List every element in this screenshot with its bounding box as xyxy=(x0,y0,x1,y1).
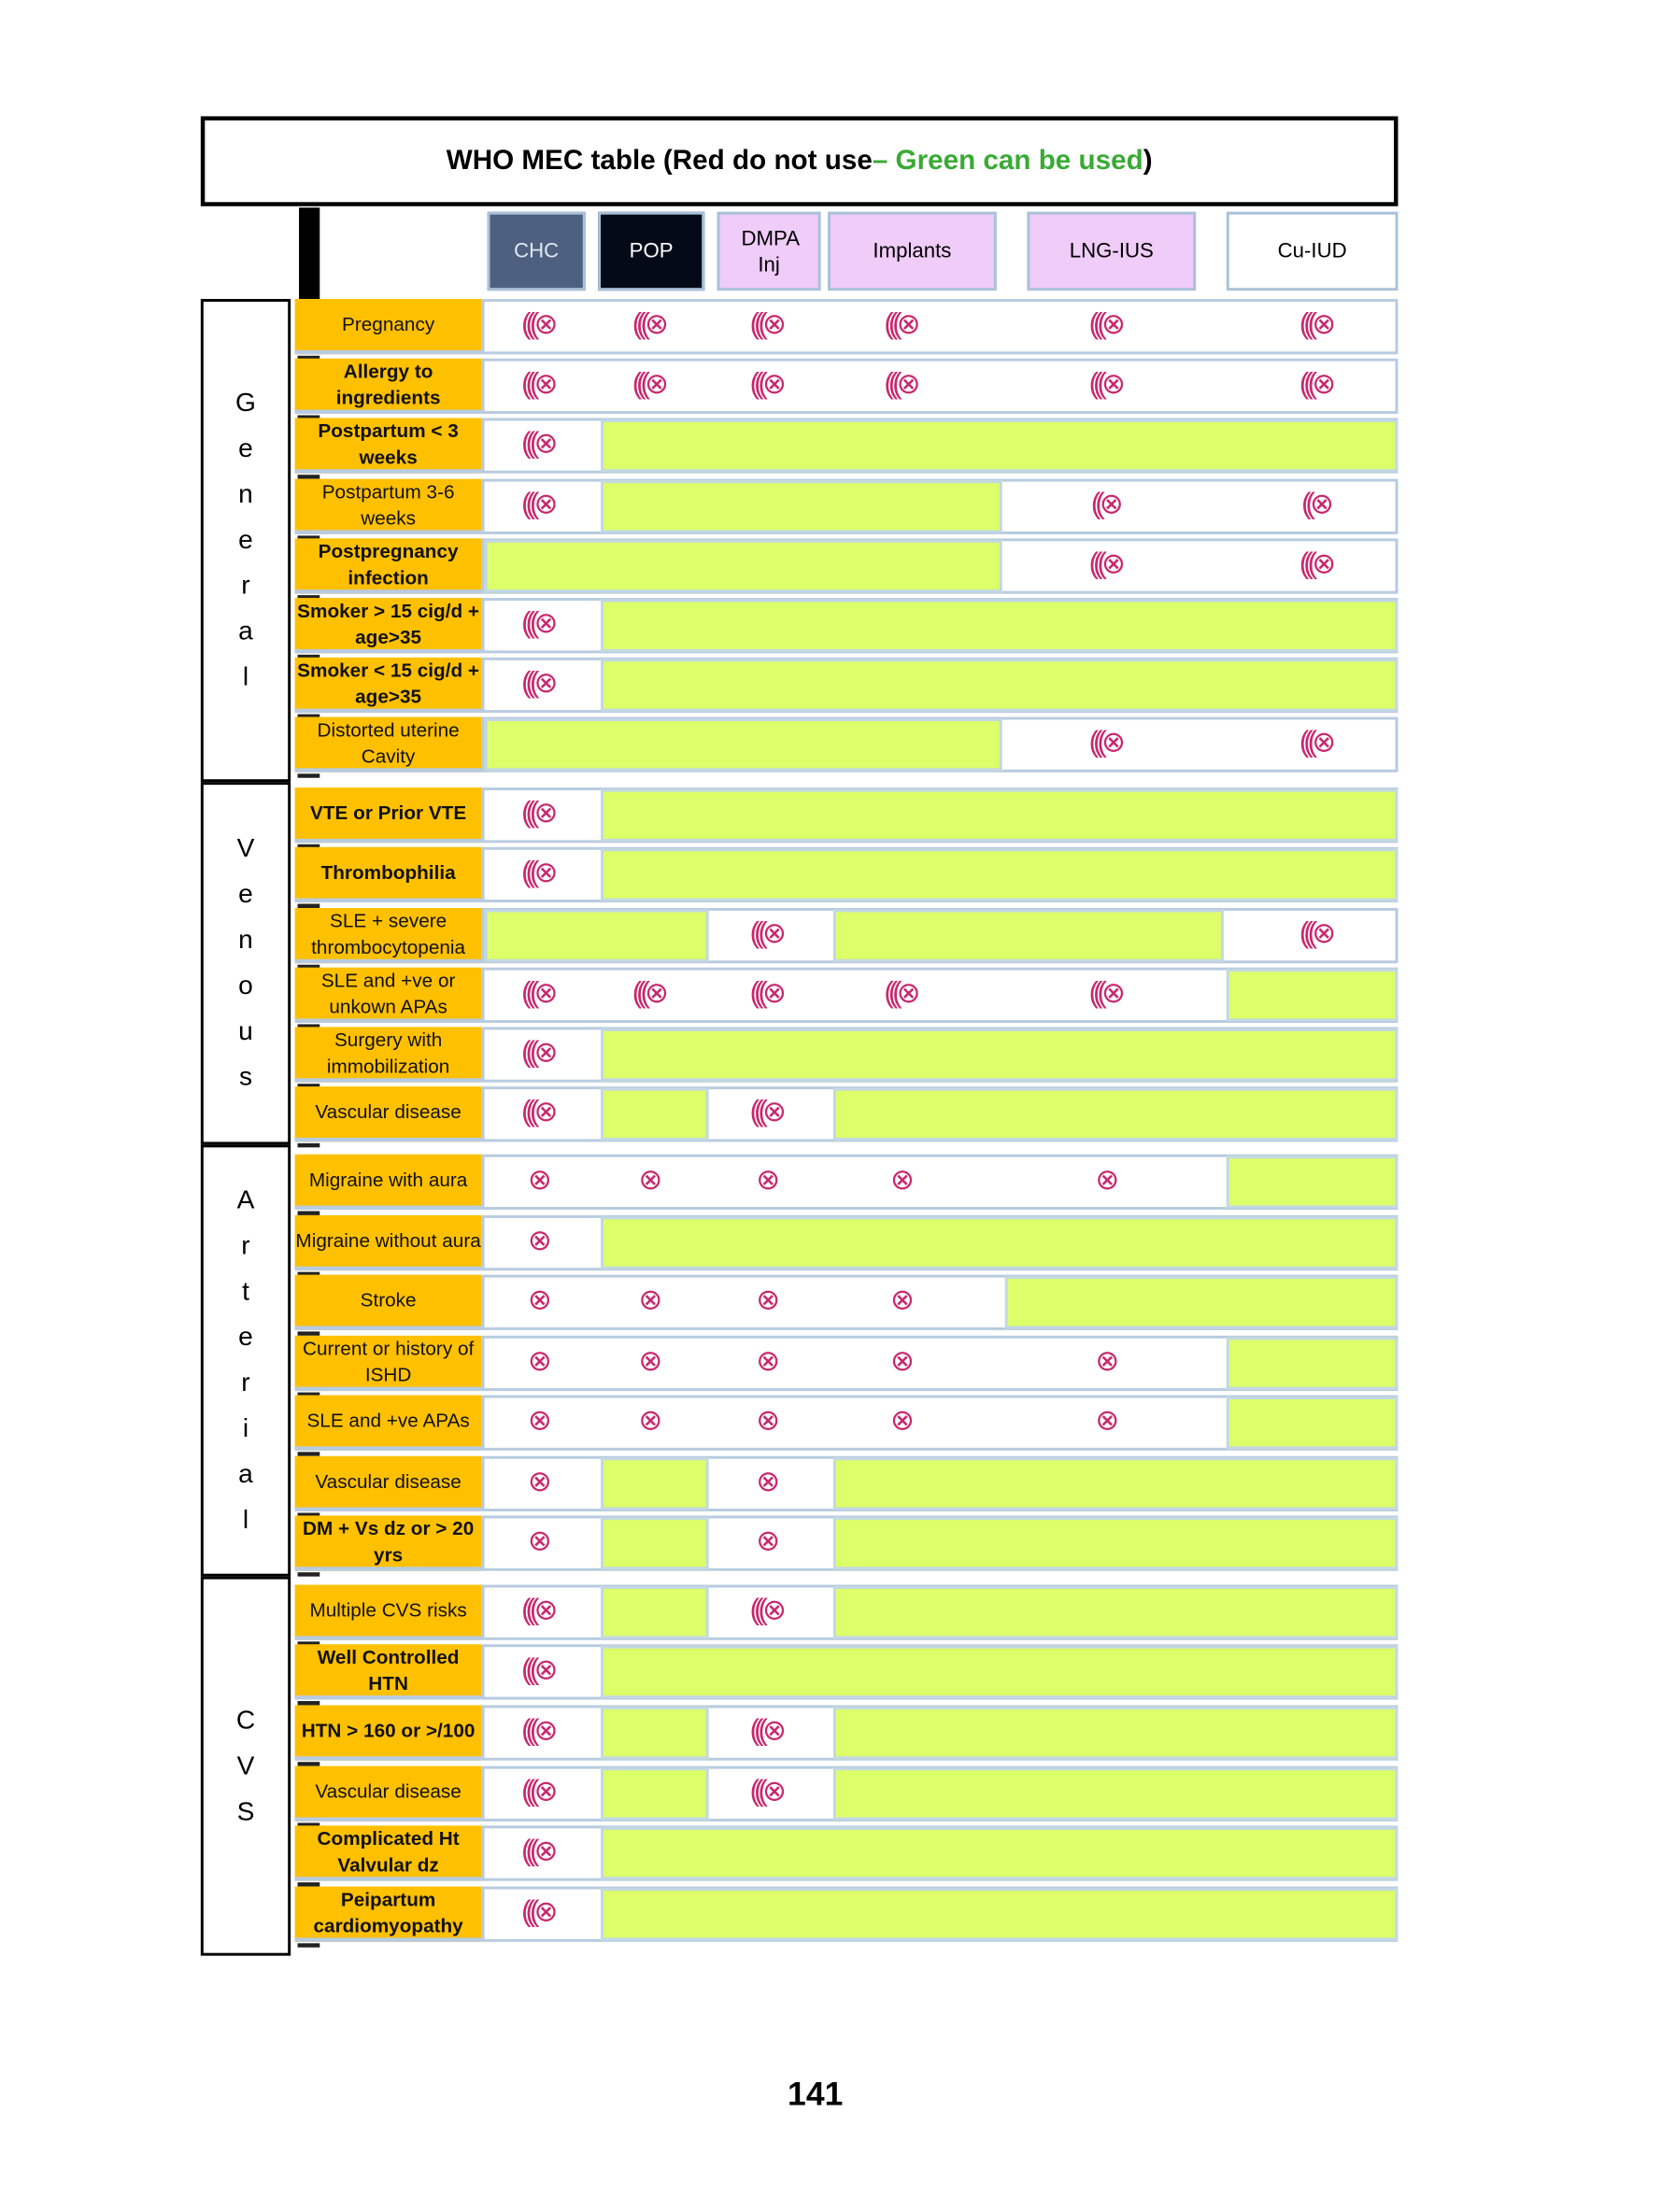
group-letter: G xyxy=(235,389,256,418)
allowed-cell xyxy=(601,1586,709,1638)
column-header-label: LNG-IUS xyxy=(1069,239,1154,263)
allowed-cell xyxy=(601,480,1002,532)
group-letter: r xyxy=(241,1231,250,1261)
column-header-cu-iud xyxy=(1227,212,1398,291)
group-letter: n xyxy=(238,926,253,956)
row-label xyxy=(295,847,482,902)
row-label xyxy=(295,1275,482,1330)
do-not-use-mark: (((⊗ xyxy=(521,1096,553,1128)
group-letter: a xyxy=(238,1460,253,1490)
do-not-use-mark: (((⊗ xyxy=(1088,977,1121,1010)
do-not-use-mark: (((⊗ xyxy=(521,797,553,830)
do-not-use-mark: ⊗ xyxy=(638,1404,658,1438)
column-header-chc xyxy=(488,212,586,291)
group-letter: o xyxy=(238,971,253,1001)
do-not-use-mark: (((⊗ xyxy=(632,368,664,401)
row-label-text: HTN > 160 or >/100 xyxy=(301,1719,476,1741)
do-not-use-mark: (((⊗ xyxy=(1088,308,1121,341)
title-close: ) xyxy=(1143,145,1153,177)
do-not-use-mark: (((⊗ xyxy=(1088,368,1121,401)
group-letter: l xyxy=(242,662,249,692)
row-label xyxy=(295,479,482,534)
allowed-cell xyxy=(833,1088,1398,1141)
do-not-use-mark: ((⊗ xyxy=(1301,489,1329,521)
do-not-use-mark: ⊗ xyxy=(527,1225,547,1257)
allowed-cell xyxy=(1227,1337,1398,1389)
column-header-implants xyxy=(828,212,997,291)
group-letter: r xyxy=(241,1368,250,1398)
row-label xyxy=(295,1515,482,1570)
row-label-text: Postpartum 3-6 weeks xyxy=(321,479,455,529)
allowed-cell xyxy=(601,1707,709,1759)
do-not-use-mark: (((⊗ xyxy=(884,368,916,401)
allowed-cell xyxy=(601,659,1398,711)
do-not-use-mark: ⊗ xyxy=(756,1466,775,1498)
do-not-use-mark: (((⊗ xyxy=(521,607,553,640)
do-not-use-mark: (((⊗ xyxy=(749,308,782,341)
header-divider xyxy=(299,207,319,299)
row-label-text: Current or history of ISHD xyxy=(302,1336,475,1385)
row-label-text: Postpartum < 3 weeks xyxy=(318,418,459,468)
row-label-text: DM + Vs dz or > 20 yrs xyxy=(302,1516,475,1566)
do-not-use-mark: (((⊗ xyxy=(749,1594,782,1626)
row-label xyxy=(295,418,482,473)
do-not-use-mark: (((⊗ xyxy=(1299,547,1331,580)
do-not-use-mark: (((⊗ xyxy=(1299,726,1331,759)
column-header-label: Cu-IUD xyxy=(1277,239,1347,263)
row-label xyxy=(295,1585,482,1640)
allowed-cell xyxy=(601,1517,709,1569)
row-label xyxy=(295,1766,482,1822)
allowed-cell xyxy=(601,789,1398,842)
do-not-use-mark: (((⊗ xyxy=(521,308,553,341)
row-label-text: Allergy to ingredients xyxy=(335,359,441,408)
do-not-use-mark: (((⊗ xyxy=(521,1594,553,1626)
row-label-text: Stroke xyxy=(360,1288,417,1312)
allowed-cell xyxy=(833,909,1224,961)
allowed-cell xyxy=(601,1457,709,1510)
column-header-dmpa-inj xyxy=(717,212,821,291)
do-not-use-mark: (((⊗ xyxy=(521,1835,553,1867)
row-label-text: Vascular disease xyxy=(315,1469,461,1493)
row-label xyxy=(295,1027,482,1082)
do-not-use-mark: (((⊗ xyxy=(1299,917,1331,950)
row-label-text: SLE and +ve or unkown APAs xyxy=(320,968,456,1017)
allowed-cell xyxy=(601,1216,1398,1269)
allowed-cell xyxy=(1227,1397,1398,1449)
allowed-cell xyxy=(601,1827,1398,1879)
row-divider-dash xyxy=(298,773,320,777)
do-not-use-mark: (((⊗ xyxy=(632,308,664,341)
row-label-text: Thrombophilia xyxy=(320,860,456,884)
row-label xyxy=(295,1396,482,1451)
row-label-text: Well Controlled HTN xyxy=(317,1645,460,1694)
do-not-use-mark: (((⊗ xyxy=(521,857,553,889)
page-number: 141 xyxy=(788,2076,844,2114)
row-label-text: VTE or Prior VTE xyxy=(310,801,467,824)
group-letter: e xyxy=(238,880,253,910)
column-header-label: DMPA Inj xyxy=(741,226,801,276)
do-not-use-mark: ⊗ xyxy=(1095,1404,1114,1438)
do-not-use-mark: ⊗ xyxy=(527,1345,547,1378)
row-label-text: Vascular disease xyxy=(315,1099,461,1123)
row-label xyxy=(295,1086,482,1141)
column-header-label: POP xyxy=(629,239,674,263)
group-cvs xyxy=(201,1577,291,1956)
row-divider-dash xyxy=(298,1143,320,1147)
allowed-cell xyxy=(833,1457,1398,1510)
do-not-use-mark: (((⊗ xyxy=(884,308,916,341)
do-not-use-mark: (((⊗ xyxy=(632,977,664,1010)
do-not-use-mark: ⊗ xyxy=(756,1404,775,1438)
allowed-cell xyxy=(485,540,1002,592)
row-label xyxy=(295,598,482,653)
do-not-use-mark: ⊗ xyxy=(527,1164,547,1197)
row-label xyxy=(295,359,482,414)
do-not-use-mark: (((⊗ xyxy=(1299,368,1331,401)
allowed-cell xyxy=(601,848,1398,900)
row-label-text: Peipartum cardiomyopathy xyxy=(313,1887,463,1936)
group-letter: e xyxy=(238,434,253,464)
row-divider-dash xyxy=(298,1572,320,1576)
allowed-cell xyxy=(833,1586,1398,1638)
allowed-cell xyxy=(833,1767,1398,1820)
row-label xyxy=(295,908,482,963)
do-not-use-mark: (((⊗ xyxy=(521,368,553,401)
group-letter: t xyxy=(242,1277,249,1307)
row-label xyxy=(295,1336,482,1391)
group-arterial xyxy=(201,1144,291,1576)
row-label-text: Multiple CVS risks xyxy=(309,1598,467,1622)
allowed-cell xyxy=(601,1646,1398,1698)
do-not-use-mark: (((⊗ xyxy=(749,368,782,401)
do-not-use-mark: (((⊗ xyxy=(1088,726,1121,759)
allowed-cell xyxy=(601,1088,709,1141)
allowed-cell xyxy=(485,718,1002,771)
group-letter: S xyxy=(236,1796,255,1827)
row-label xyxy=(295,1456,482,1511)
group-letter: V xyxy=(236,1751,255,1781)
row-label xyxy=(295,787,482,843)
table-title xyxy=(201,116,1398,206)
row-label-text: Pregnancy xyxy=(342,312,435,335)
do-not-use-mark: (((⊗ xyxy=(1088,547,1121,580)
row-label-text: Complicated Ht Valvular dz xyxy=(317,1826,460,1875)
row-label-text: Vascular disease xyxy=(315,1780,461,1803)
row-label xyxy=(295,1825,482,1880)
do-not-use-mark: ⊗ xyxy=(1095,1164,1114,1197)
do-not-use-mark: ⊗ xyxy=(756,1524,775,1557)
column-header-label: Implants xyxy=(873,239,952,263)
group-letter: i xyxy=(242,1414,249,1444)
row-label-text: Migraine with aura xyxy=(308,1168,468,1191)
do-not-use-mark: (((⊗ xyxy=(749,977,782,1010)
do-not-use-mark: ⊗ xyxy=(527,1466,547,1498)
group-general xyxy=(201,299,291,782)
row-label-text: Smoker > 15 cig/d + age>35 xyxy=(297,598,480,647)
group-venous xyxy=(201,782,291,1144)
table-row xyxy=(482,299,1398,354)
row-label xyxy=(295,538,482,593)
do-not-use-mark: ⊗ xyxy=(890,1164,910,1197)
row-label xyxy=(295,1215,482,1270)
do-not-use-mark: (((⊗ xyxy=(521,1776,553,1808)
do-not-use-mark: (((⊗ xyxy=(749,1714,782,1747)
do-not-use-mark: ⊗ xyxy=(756,1164,775,1197)
row-label xyxy=(295,1705,482,1760)
group-letter: n xyxy=(238,480,253,510)
row-label-text: Migraine without aura xyxy=(295,1228,481,1252)
row-label xyxy=(295,1644,482,1699)
table-row xyxy=(482,359,1398,414)
title-red-part: WHO MEC table (Red do not use xyxy=(446,145,873,177)
row-label xyxy=(295,1155,482,1210)
row-label-text: Distorted uterine Cavity xyxy=(317,717,460,767)
row-label xyxy=(295,717,482,773)
do-not-use-mark: (((⊗ xyxy=(521,1036,553,1069)
do-not-use-mark: (((⊗ xyxy=(749,1096,782,1128)
column-header-pop xyxy=(598,212,704,291)
do-not-use-mark: ⊗ xyxy=(1095,1345,1114,1378)
row-label-text: Smoker < 15 cig/d + age>35 xyxy=(297,658,480,707)
allowed-cell xyxy=(601,600,1398,652)
do-not-use-mark: (((⊗ xyxy=(521,427,553,460)
allowed-cell xyxy=(833,1707,1398,1759)
do-not-use-mark: ((⊗ xyxy=(1090,489,1118,521)
allowed-cell xyxy=(1227,969,1398,1021)
group-letter: C xyxy=(235,1706,256,1736)
allowed-cell xyxy=(1227,1156,1398,1208)
group-letter: A xyxy=(236,1185,255,1215)
group-letter: V xyxy=(236,834,255,864)
do-not-use-mark: (((⊗ xyxy=(521,977,553,1010)
row-divider-dash xyxy=(298,1943,320,1947)
do-not-use-mark: (((⊗ xyxy=(521,1895,553,1929)
do-not-use-mark: (((⊗ xyxy=(521,667,553,700)
allowed-cell xyxy=(601,1028,1398,1081)
group-letter: e xyxy=(238,526,253,556)
do-not-use-mark: ⊗ xyxy=(638,1345,658,1378)
group-letter: a xyxy=(238,617,253,646)
do-not-use-mark: ⊗ xyxy=(638,1164,658,1197)
group-letter: u xyxy=(238,1017,253,1047)
do-not-use-mark: (((⊗ xyxy=(521,1714,553,1747)
do-not-use-mark: ⊗ xyxy=(890,1404,910,1438)
row-label-text: SLE + severe thrombocytopenia xyxy=(311,908,466,957)
row-label-text: Postpregnancy infection xyxy=(318,539,459,588)
allowed-cell xyxy=(601,419,1398,472)
do-not-use-mark: ⊗ xyxy=(756,1345,775,1378)
do-not-use-mark: ⊗ xyxy=(756,1284,775,1317)
do-not-use-mark: ⊗ xyxy=(527,1404,547,1438)
do-not-use-mark: ⊗ xyxy=(890,1284,910,1317)
group-letter: l xyxy=(242,1506,249,1536)
group-letter: e xyxy=(238,1323,253,1353)
title-green-part: – Green can be used xyxy=(872,145,1143,177)
allowed-cell xyxy=(601,1767,709,1820)
do-not-use-mark: (((⊗ xyxy=(749,1776,782,1808)
do-not-use-mark: ⊗ xyxy=(638,1284,658,1317)
do-not-use-mark: ⊗ xyxy=(527,1284,547,1317)
allowed-cell xyxy=(833,1517,1398,1569)
group-letter: r xyxy=(241,571,250,602)
row-label-text: Surgery with immobilization xyxy=(326,1028,450,1077)
row-label xyxy=(295,299,482,354)
do-not-use-mark: (((⊗ xyxy=(521,489,553,521)
column-header-label: CHC xyxy=(514,239,560,263)
do-not-use-mark: (((⊗ xyxy=(1299,308,1331,341)
column-header-lng-ius xyxy=(1027,212,1196,291)
row-label xyxy=(295,658,482,713)
do-not-use-mark: ⊗ xyxy=(890,1345,910,1378)
do-not-use-mark: (((⊗ xyxy=(884,977,916,1010)
allowed-cell xyxy=(1005,1276,1398,1328)
do-not-use-mark: ⊗ xyxy=(527,1524,547,1557)
do-not-use-mark: (((⊗ xyxy=(521,1653,553,1686)
row-label xyxy=(295,1887,482,1942)
group-letter: s xyxy=(238,1062,253,1093)
allowed-cell xyxy=(601,1888,1398,1940)
allowed-cell xyxy=(485,909,709,961)
row-label xyxy=(295,968,482,1023)
do-not-use-mark: (((⊗ xyxy=(749,917,782,950)
row-label-text: SLE and +ve APAs xyxy=(306,1409,470,1432)
